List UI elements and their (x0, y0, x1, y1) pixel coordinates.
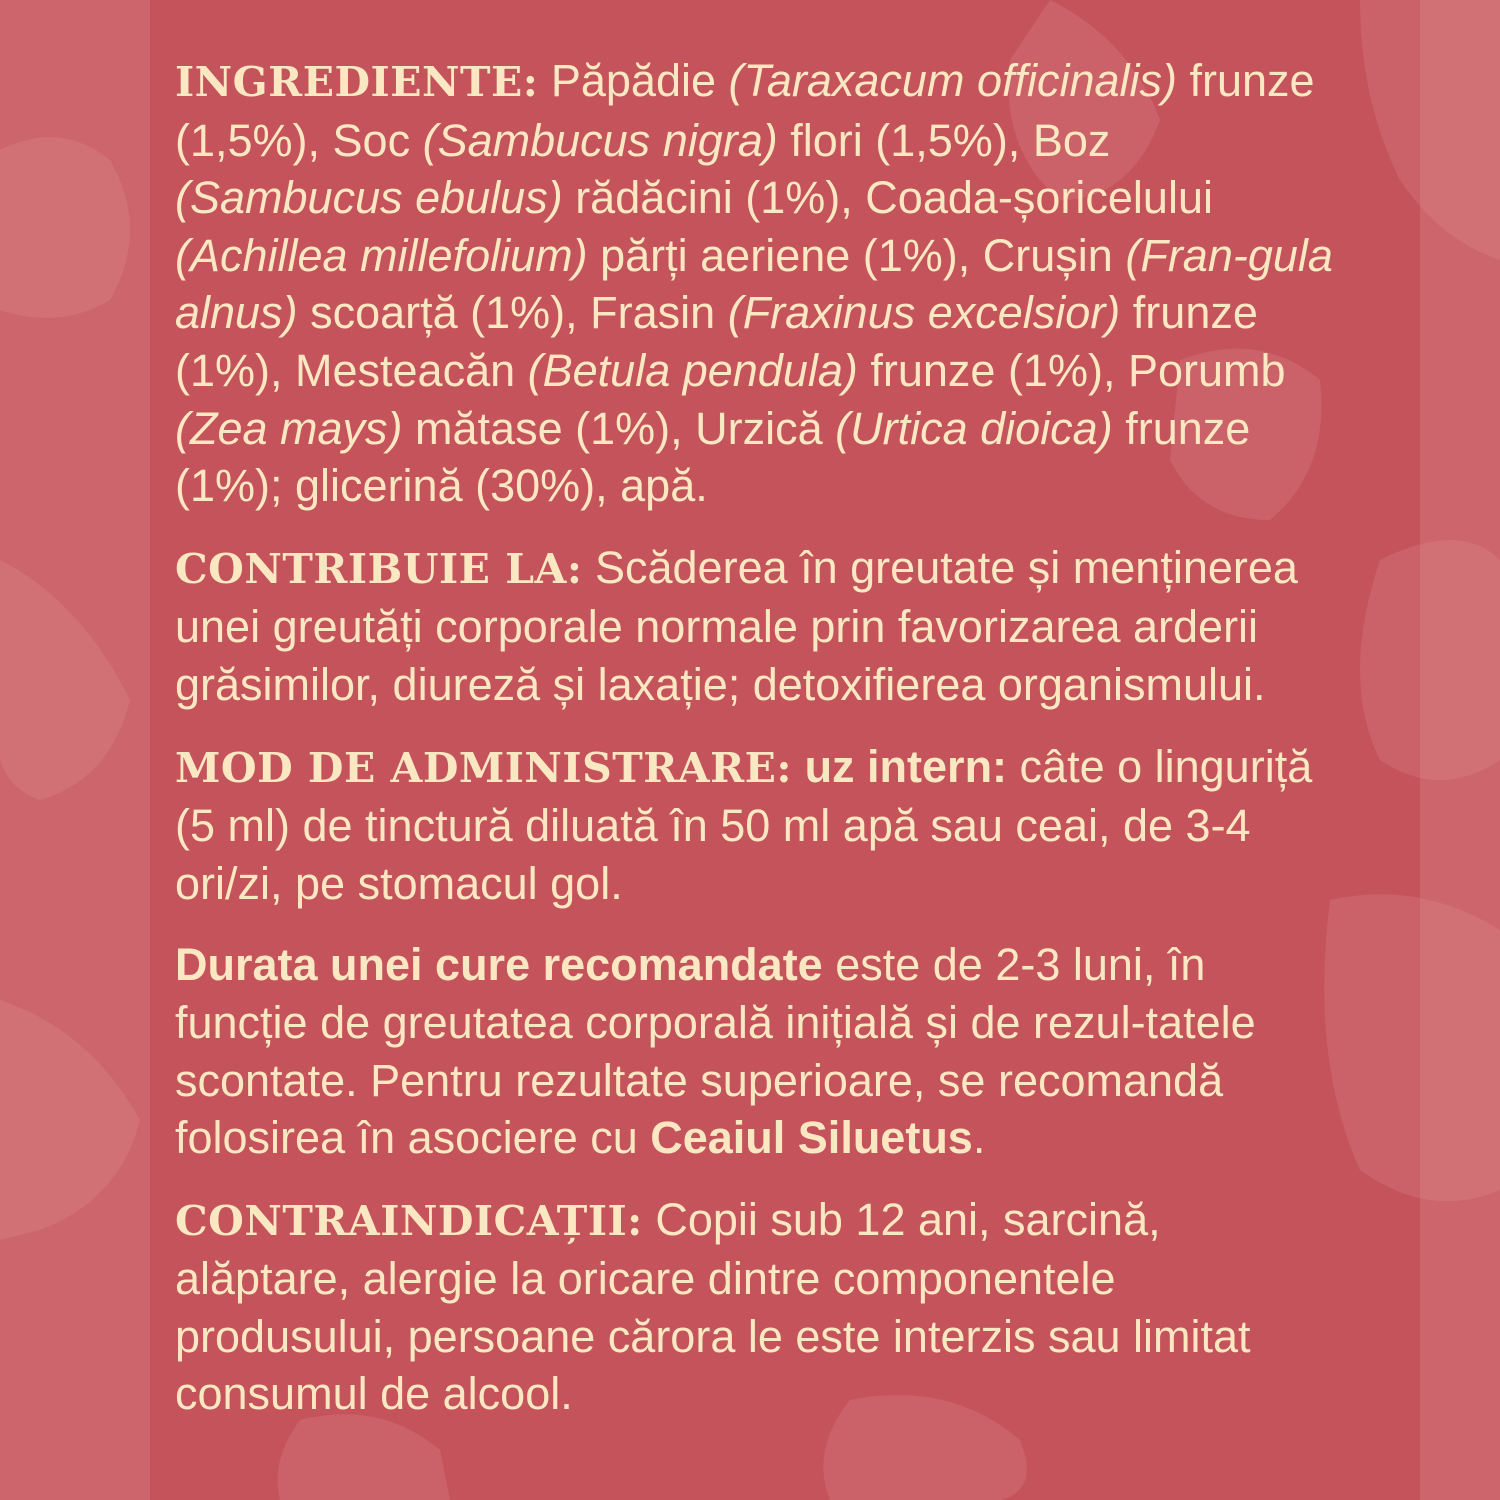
ingredient-name: Frasin (590, 287, 728, 339)
ingredient-latin-name: (Fraxinus excelsior) (727, 287, 1121, 339)
contraindications-heading: CONTRAINDICAȚII: (175, 1196, 643, 1245)
contributes-section (175, 539, 1335, 714)
cure-duration-label: Durata unei cure recomandate (175, 939, 823, 991)
cure-text: este de 2-3 luni, în funcție de greutatea corporală inițială și de rezul-tatele scontate. Pentru rezultate superioare, se recomandă folosirea în asociere cu (175, 939, 1256, 1164)
ingredient-name: Soc (332, 114, 423, 166)
ingredient-part: frunze (1%), (175, 287, 1258, 396)
tea-product-name: Ceaiul Siluetus (650, 1112, 973, 1164)
ingredient-latin-name: (Urtica dioica) (835, 402, 1113, 454)
contraindications-section (175, 1191, 1335, 1423)
ingredient-part: mătase (1%), (402, 402, 696, 454)
ingredient-latin-name: (Betula pendula) (527, 344, 858, 396)
ingredients-tail: glicerină (30%), apă. (295, 460, 708, 512)
ingredient-part: părți aeriene (1%), (587, 229, 983, 281)
ingredient-part: frunze (1%), (857, 344, 1128, 396)
ingredient-part: flori (1,5%), (777, 114, 1033, 166)
ingredient-name: Crușin (982, 229, 1126, 281)
ingredient-part: scoarță (1%), (297, 287, 591, 339)
label-text-block (175, 52, 1335, 1447)
ingredient-name: Urzică (695, 402, 836, 454)
ingredient-part: frunze (1,5%), (175, 55, 1315, 166)
ingredients-heading: INGREDIENTE: (175, 58, 539, 106)
ingredient-name: Coada-șoricelului (865, 172, 1213, 224)
administration-heading: MOD DE ADMINISTRARE: (175, 743, 793, 792)
ingredient-name: Mesteacăn (295, 344, 528, 396)
ingredient-part: rădăcini (1%), (562, 172, 866, 224)
ingredient-latin-name: (Taraxacum officinalis) (728, 55, 1177, 106)
cure-section (175, 936, 1335, 1166)
administration-route: uz intern: (792, 740, 1008, 792)
ingredient-name: Boz (1032, 114, 1111, 166)
ingredient-name: Păpădie (538, 55, 729, 106)
administration-text: câte o linguriță (5 ml) de tinctură diluată în 50 ml apă sau ceai, de 3-4 ori/zi, pe stomacul gol. (175, 740, 1313, 909)
ingredient-latin-name: (Sambucus nigra) (422, 114, 778, 166)
contributes-text: Scăderea în greutate și menținerea unei greutăți corporale normale prin favorizarea arderii grăsimilor, diureză și laxație; detoxifierea organismului. (175, 541, 1298, 710)
cure-end: . (972, 1112, 986, 1164)
ingredient-name: Porumb (1127, 344, 1286, 396)
contributes-heading: CONTRIBUIE LA: (175, 544, 583, 593)
administration-section (175, 738, 1335, 913)
ingredient-latin-name: (Achillea millefolium) (175, 229, 588, 281)
contraindications-text: Copii sub 12 ani, sarcină, alăptare, alergie la oricare dintre componentele produsului, persoane cărora le este interzis sau limitat consumul de alcool. (175, 1193, 1251, 1420)
ingredient-latin-name: (Fran-gula alnus) (175, 229, 1333, 339)
ingredient-latin-name: (Sambucus ebulus) (175, 172, 563, 224)
ingredients-section (175, 52, 1335, 515)
ingredient-latin-name: (Zea mays) (175, 402, 403, 454)
ingredient-part: frunze (1%); (175, 402, 1251, 512)
